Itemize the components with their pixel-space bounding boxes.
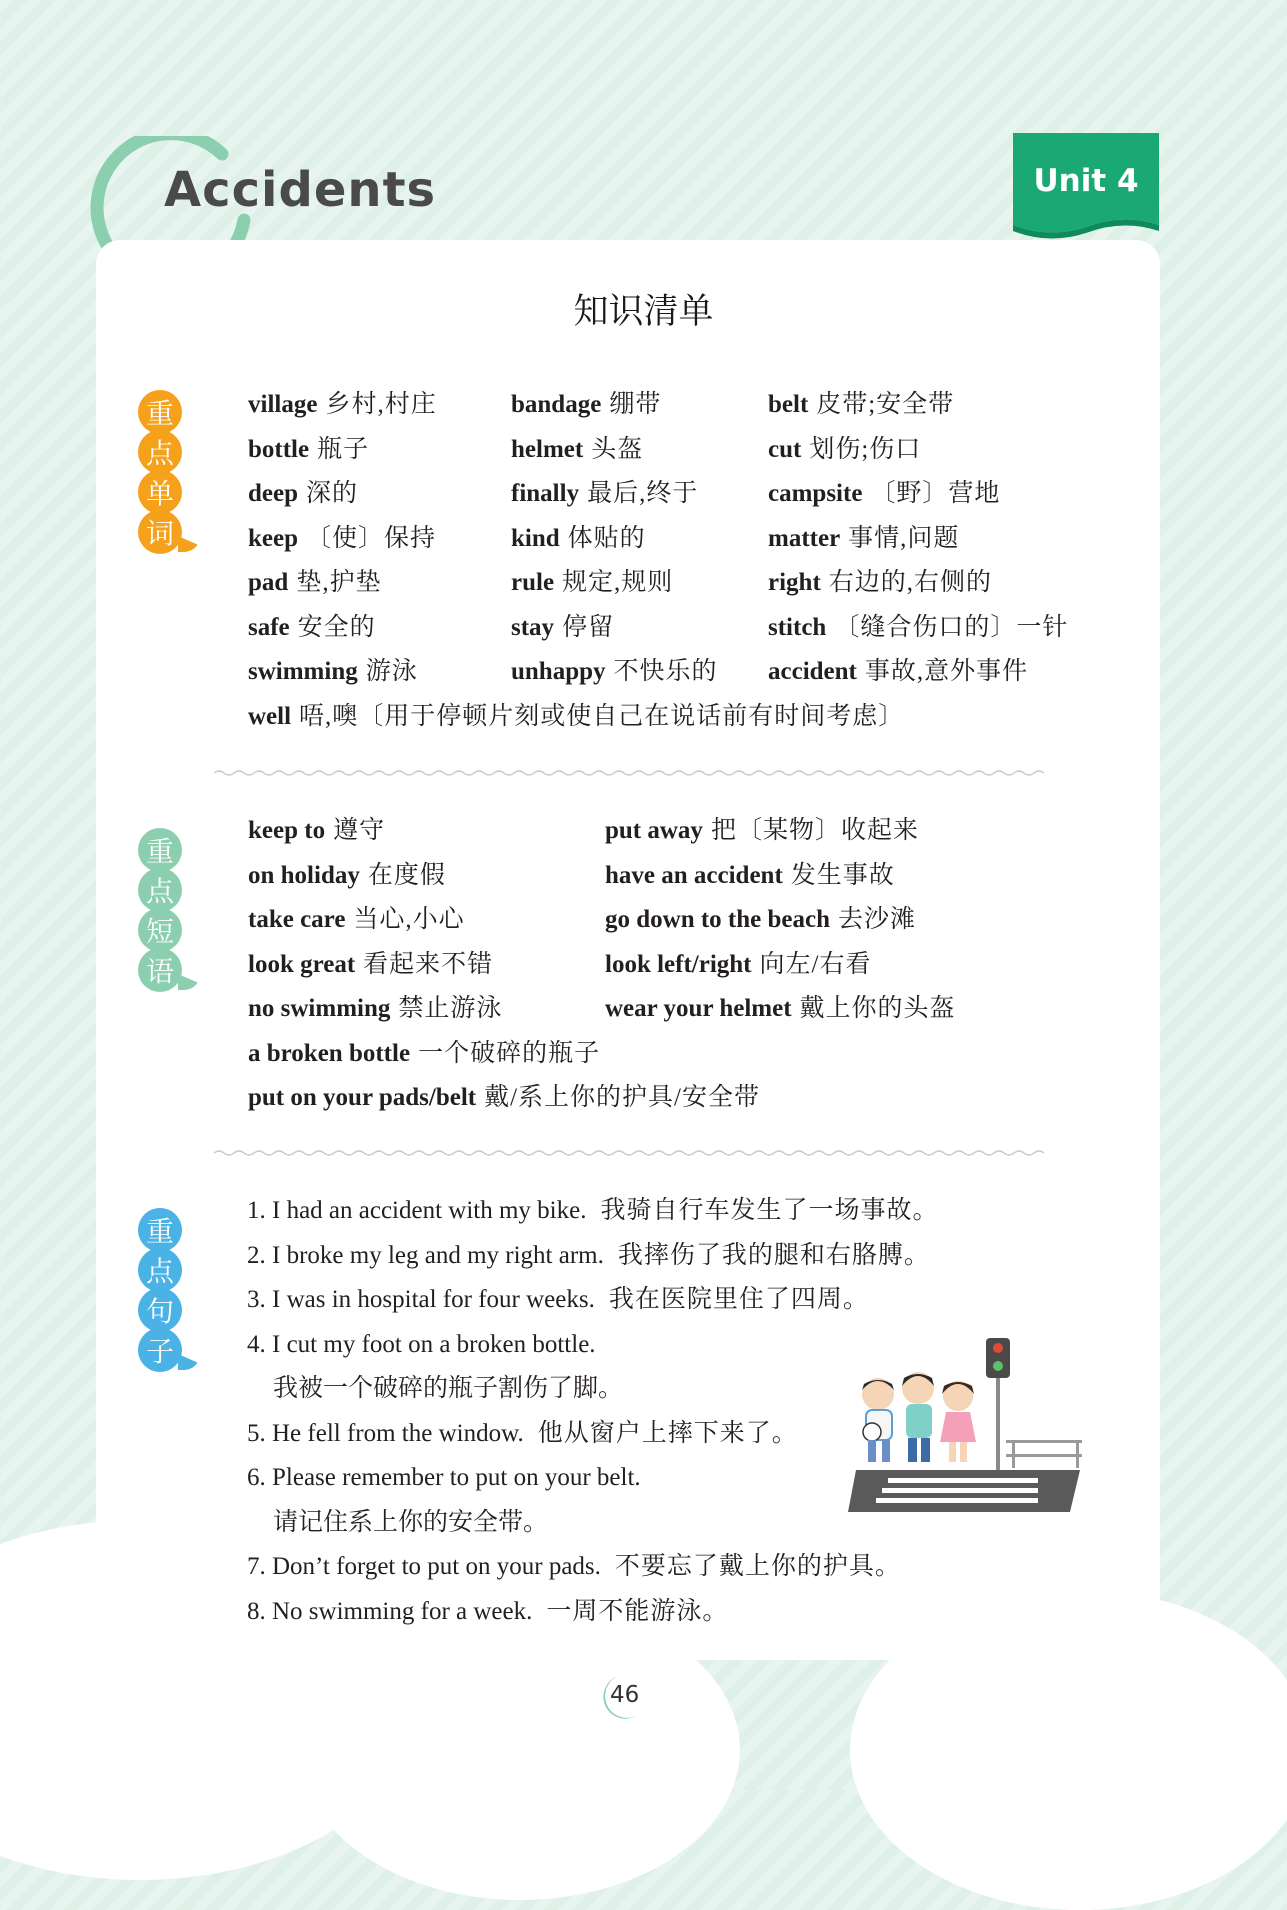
label-char: 点 [138, 1248, 182, 1292]
sentence-translation [273, 1510, 548, 1535]
phrase-en: have an accident [605, 862, 783, 889]
crosswalk-illustration [848, 1332, 1088, 1522]
word-item [768, 526, 959, 551]
word-item [248, 437, 369, 462]
phrase-item [248, 863, 446, 888]
word-en: finally [511, 480, 580, 507]
word-en: safe [248, 614, 290, 641]
phrase-en: on holiday [248, 862, 360, 889]
phrase-en: take care [248, 906, 346, 933]
label-char: 词 [138, 510, 182, 554]
word-zh: 头盔 [591, 436, 644, 463]
phrase-zh: 把〔某物〕收起来 [710, 817, 919, 844]
word-zh: 不快乐的 [613, 658, 718, 685]
phrase-zh: 一个破碎的瓶子 [418, 1040, 601, 1067]
wavy-divider [214, 1148, 1044, 1158]
word-zh: 事故,意外事件 [864, 658, 1029, 685]
phrase-en: go down to the beach [605, 906, 831, 933]
page-number [596, 1672, 666, 1720]
word-en: belt [768, 391, 809, 418]
sentence-item [247, 1421, 798, 1446]
label-key-words [138, 390, 202, 550]
word-zh: 唔,噢〔用于停顿片刻或使自己在说话前有时间考虑〕 [299, 703, 905, 730]
phrase-zh: 发生事故 [790, 862, 895, 889]
phrase-en: a broken bottle [248, 1040, 411, 1067]
unit-tag [1013, 133, 1159, 239]
word-item [248, 526, 436, 551]
phrase-en: keep to [248, 817, 326, 844]
word-en: pad [248, 569, 289, 596]
label-char: 点 [138, 868, 182, 912]
phrase-item [248, 996, 502, 1021]
word-en: helmet [511, 436, 584, 463]
phrase-en: look left/right [605, 951, 752, 978]
label-key-sentences [138, 1208, 202, 1368]
word-en: unhappy [511, 658, 606, 685]
label-char: 单 [138, 470, 182, 514]
word-en: rule [511, 569, 555, 596]
phrase-zh: 去沙滩 [838, 906, 917, 933]
word-item [511, 570, 673, 595]
page-number-label: 46 [610, 1682, 640, 1708]
phrase-zh: 看起来不错 [363, 951, 494, 978]
word-zh: 最后,终于 [587, 480, 699, 507]
word-zh: 右边的,右侧的 [828, 569, 993, 596]
unit-label: Unit 4 [1033, 163, 1139, 199]
label-char: 点 [138, 430, 182, 474]
sentence-zh: 我摔伤了我的腿和右胳膊。 [617, 1242, 930, 1269]
phrase-item [248, 1085, 760, 1110]
word-item [511, 437, 643, 462]
word-item [248, 392, 437, 417]
wavy-divider [214, 768, 1044, 778]
word-zh: 事情,问题 [848, 525, 960, 552]
word-zh: 规定,规则 [562, 569, 674, 596]
phrase-zh: 遵守 [333, 817, 386, 844]
word-en: accident [768, 658, 857, 685]
label-char: 短 [138, 908, 182, 952]
word-zh: 游泳 [365, 658, 418, 685]
word-zh: 安全的 [297, 614, 376, 641]
word-item [768, 659, 1028, 684]
sentence-zh: 我骑自行车发生了一场事故。 [600, 1197, 939, 1224]
phrase-en: put away [605, 817, 703, 844]
sentence-item [247, 1243, 930, 1268]
word-zh: 〔缝合伤口的〕一针 [834, 614, 1069, 641]
sentence-item [247, 1465, 641, 1490]
word-en: kind [511, 525, 560, 552]
phrase-en: look great [248, 951, 356, 978]
word-en: deep [248, 480, 298, 507]
phrase-en: no swimming [248, 995, 391, 1022]
phrase-zh: 禁止游泳 [398, 995, 503, 1022]
word-zh: 划伤;伤口 [809, 436, 922, 463]
sentence-item [247, 1287, 869, 1312]
word-en: stay [511, 614, 555, 641]
sentence-zh: 我在医院里住了四周。 [608, 1286, 869, 1313]
sentence-zh: 不要忘了戴上你的护具。 [614, 1553, 901, 1580]
label-char: 重 [138, 1208, 182, 1252]
label-char: 语 [138, 948, 182, 992]
word-en: right [768, 569, 821, 596]
phrase-item [248, 1041, 600, 1066]
word-en: village [248, 391, 318, 418]
phrase-item [605, 996, 956, 1021]
word-en: swimming [248, 658, 358, 685]
sentence-en: 5. He fell from the window. [247, 1420, 524, 1447]
sentence-item [247, 1198, 939, 1223]
phrase-item [248, 907, 465, 932]
word-zh: 乡村,村庄 [325, 391, 437, 418]
word-zh: 〔野〕营地 [870, 480, 1001, 507]
word-en: keep [248, 525, 298, 552]
word-item [511, 481, 698, 506]
word-zh: 停留 [562, 614, 615, 641]
sentence-item [247, 1554, 901, 1579]
sentence-en: 4. I cut my foot on a broken bottle. [247, 1331, 596, 1358]
sentence-en: 7. Don’t forget to put on your pads. [247, 1553, 601, 1580]
word-item [248, 704, 904, 729]
phrase-zh: 戴/系上你的护具/安全带 [484, 1084, 760, 1111]
sentence-en: 1. I had an accident with my bike. [247, 1197, 587, 1224]
sentence-item [247, 1599, 728, 1624]
sentence-en: 8. No swimming for a week. [247, 1598, 533, 1625]
word-en: well [248, 703, 292, 730]
phrase-item [248, 818, 385, 843]
sentence-item [247, 1332, 596, 1357]
label-char: 重 [138, 828, 182, 872]
sentence-zh: 他从窗户上摔下来了。 [537, 1420, 798, 1447]
label-char: 子 [138, 1328, 182, 1372]
word-en: bandage [511, 391, 602, 418]
word-item [248, 481, 358, 506]
word-zh: 体贴的 [567, 525, 646, 552]
word-en: matter [768, 525, 841, 552]
word-item [768, 570, 992, 595]
page-title: Accidents [164, 162, 437, 218]
word-zh: 垫,护垫 [296, 569, 382, 596]
word-en: stitch [768, 614, 827, 641]
sentence-zh: 请记住系上你的安全带。 [273, 1509, 549, 1536]
word-zh: 绷带 [609, 391, 662, 418]
word-zh: 瓶子 [317, 436, 370, 463]
word-item [511, 526, 646, 551]
word-item [511, 615, 614, 640]
sentence-translation [273, 1376, 623, 1401]
label-char: 句 [138, 1288, 182, 1332]
sentence-zh: 我被一个破碎的瓶子割伤了脚。 [273, 1375, 624, 1402]
phrase-item [605, 907, 916, 932]
label-char: 重 [138, 390, 182, 434]
sentence-en: 6. Please remember to put on your belt. [247, 1464, 641, 1491]
phrase-item [605, 952, 871, 977]
phrase-item [248, 952, 493, 977]
phrase-zh: 在度假 [367, 862, 446, 889]
word-item [768, 615, 1068, 640]
word-zh: 深的 [306, 480, 359, 507]
word-item [768, 437, 921, 462]
phrase-en: put on your pads/belt [248, 1084, 477, 1111]
word-item [768, 392, 954, 417]
section-heading: 知识清单 [573, 292, 714, 332]
word-en: bottle [248, 436, 310, 463]
word-item [248, 659, 418, 684]
word-en: campsite [768, 480, 863, 507]
word-en: cut [768, 436, 802, 463]
sentence-zh: 一周不能游泳。 [546, 1598, 729, 1625]
phrase-item [605, 818, 919, 843]
word-zh: 〔使〕保持 [306, 525, 437, 552]
phrase-item [605, 863, 895, 888]
phrase-zh: 当心,小心 [353, 906, 465, 933]
word-item [248, 615, 376, 640]
sentence-en: 3. I was in hospital for four weeks. [247, 1286, 595, 1313]
sentence-en: 2. I broke my leg and my right arm. [247, 1242, 604, 1269]
word-item [768, 481, 1000, 506]
word-item [511, 392, 661, 417]
phrase-zh: 戴上你的头盔 [799, 995, 956, 1022]
word-zh: 皮带;安全带 [816, 391, 955, 418]
phrase-en: wear your helmet [605, 995, 792, 1022]
phrase-zh: 向左/右看 [759, 951, 872, 978]
word-item [248, 570, 382, 595]
word-item [511, 659, 718, 684]
label-key-phrases [138, 828, 202, 988]
